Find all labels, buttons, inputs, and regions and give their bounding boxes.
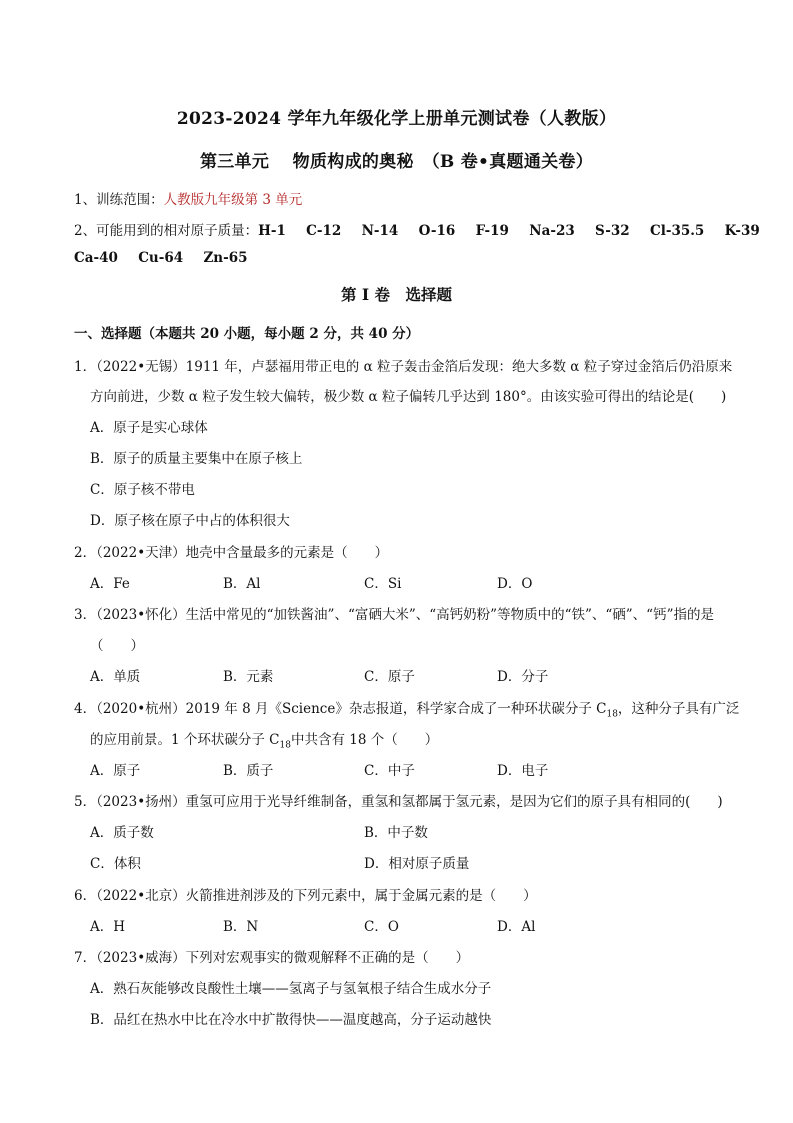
mass-label: 2、可能用到的相对原子质量： xyxy=(74,223,259,239)
question-1-option-b[interactable]: B．原子的质量主要集中在原子核上 xyxy=(90,451,303,467)
mass-item: O-16 xyxy=(418,223,456,239)
question-4-line-2-tail: 中共含有 18 个（ ） xyxy=(290,732,439,748)
question-4-line-1-text: 4．（2020•杭州）2019 年 8 月《Science》杂志报道，科学家合成了一种环状碳分子 C xyxy=(74,701,607,717)
atomic-masses-line1 xyxy=(74,219,776,239)
mass-item: Ca-40 xyxy=(74,250,118,266)
question-4-line-2-text: 的应用前景。1 个环状碳分子 C xyxy=(90,732,280,748)
question-5-option-c[interactable]: C．体积 xyxy=(90,856,141,872)
question-1-option-d[interactable]: D．原子核在原子中占的体积很大 xyxy=(90,513,290,529)
scope-label: 1、训练范围： xyxy=(74,192,164,208)
mass-item: Zn-65 xyxy=(203,250,248,266)
question-5-option-a[interactable]: A．质子数 xyxy=(90,825,154,841)
question-7-line-1: 7．（2023•威海）下列对宏观事实的微观解释不正确的是（ ） xyxy=(74,950,470,966)
exam-title: 2023-2024 学年九年级化学上册单元测试卷（人教版） xyxy=(176,109,617,129)
question-5-option-b[interactable]: B．中子数 xyxy=(364,825,428,841)
question-4-line-2 xyxy=(90,728,438,751)
question-6-option-b[interactable]: B．N xyxy=(223,919,259,935)
question-7-option-b[interactable]: B．品红在热水中比在冷水中扩散得快——温度越高，分子运动越快 xyxy=(90,1012,492,1028)
training-scope xyxy=(74,188,302,208)
question-6-option-d[interactable]: D．Al xyxy=(497,919,536,935)
question-4-option-d[interactable]: D．电子 xyxy=(497,763,549,779)
carbon-subscript: 18 xyxy=(279,740,291,751)
question-1-line-2: 方向前进，少数 α 粒子发生较大偏转，极少数 α 粒子偏转几乎达到 180°。由该实验可得出的结论是( ) xyxy=(90,389,727,405)
question-3-option-c[interactable]: C．原子 xyxy=(364,669,415,685)
question-3-option-a[interactable]: A．单质 xyxy=(90,669,141,685)
question-2-option-d[interactable]: D．O xyxy=(497,576,533,592)
question-4-line-1 xyxy=(74,697,739,720)
question-3-option-d[interactable]: D．分子 xyxy=(497,669,549,685)
question-4-option-a[interactable]: A．原子 xyxy=(90,763,141,779)
question-4-option-b[interactable]: B．质子 xyxy=(223,763,274,779)
question-3-option-b[interactable]: B．元素 xyxy=(223,669,274,685)
question-6-option-a[interactable]: A．H xyxy=(90,919,126,935)
mass-item: N-14 xyxy=(361,223,399,239)
question-2-option-a[interactable]: A．Fe xyxy=(90,576,130,592)
question-5-line-1: 5．（2023•扬州）重氢可应用于光导纤维制备，重氢和氢都属于氢元素，是因为它们的原子具有相同的( ) xyxy=(74,794,723,810)
question-3-line-2: （ ） xyxy=(90,638,144,654)
question-2-line-1: 2．（2022•天津）地壳中含量最多的元素是（ ） xyxy=(74,545,389,561)
mass-item: Cu-64 xyxy=(138,250,184,266)
exam-subtitle: 第三单元 物质构成的奥秘 （B 卷•真题通关卷） xyxy=(199,152,594,172)
atomic-masses-line2 xyxy=(74,250,264,266)
section-instructions: 一、选择题（本题共 20 小题，每小题 2 分，共 40 分） xyxy=(74,326,420,342)
carbon-subscript: 18 xyxy=(606,709,618,720)
question-4-line-1-tail: ，这种分子具有广泛 xyxy=(617,701,740,717)
mass-item: F-19 xyxy=(475,223,509,239)
question-4-option-c[interactable]: C．中子 xyxy=(364,763,415,779)
scope-value: 人教版九年级第 3 单元 xyxy=(163,192,303,208)
mass-item: Na-23 xyxy=(529,223,575,239)
question-3-line-1: 3．（2023•怀化）生活中常见的“加铁酱油”、“富硒大米”、“高钙奶粉”等物质中的“铁”、“硒”、“钙”指的是 xyxy=(74,607,714,623)
mass-item: H-1 xyxy=(258,223,286,239)
mass-item: Cl-35.5 xyxy=(649,223,705,239)
mass-item: K-39 xyxy=(724,223,760,239)
question-1-line-1: 1．（2022•无锡）1911 年，卢瑟福用带正电的 α 粒子轰击金箔后发现：绝大多数 α 粒子穿过金箔后仍沿原来 xyxy=(74,359,733,375)
question-6-line-1: 6．（2022•北京）火箭推进剂涉及的下列元素中，属于金属元素的是（ ） xyxy=(74,888,537,904)
question-1-option-c[interactable]: C．原子核不带电 xyxy=(90,482,195,498)
mass-item: S-32 xyxy=(595,223,630,239)
question-6-option-c[interactable]: C．O xyxy=(364,919,399,935)
question-2-option-b[interactable]: B．Al xyxy=(223,576,261,592)
mass-item: C-12 xyxy=(306,223,342,239)
section-title: 第 I 卷 选择题 xyxy=(340,285,453,304)
question-7-option-a[interactable]: A．熟石灰能够改良酸性土壤——氢离子与氢氧根子结合生成水分子 xyxy=(90,981,492,997)
question-5-option-d[interactable]: D．相对原子质量 xyxy=(364,856,470,872)
question-2-option-c[interactable]: C．Si xyxy=(364,576,402,592)
question-1-option-a[interactable]: A．原子是实心球体 xyxy=(90,420,208,436)
